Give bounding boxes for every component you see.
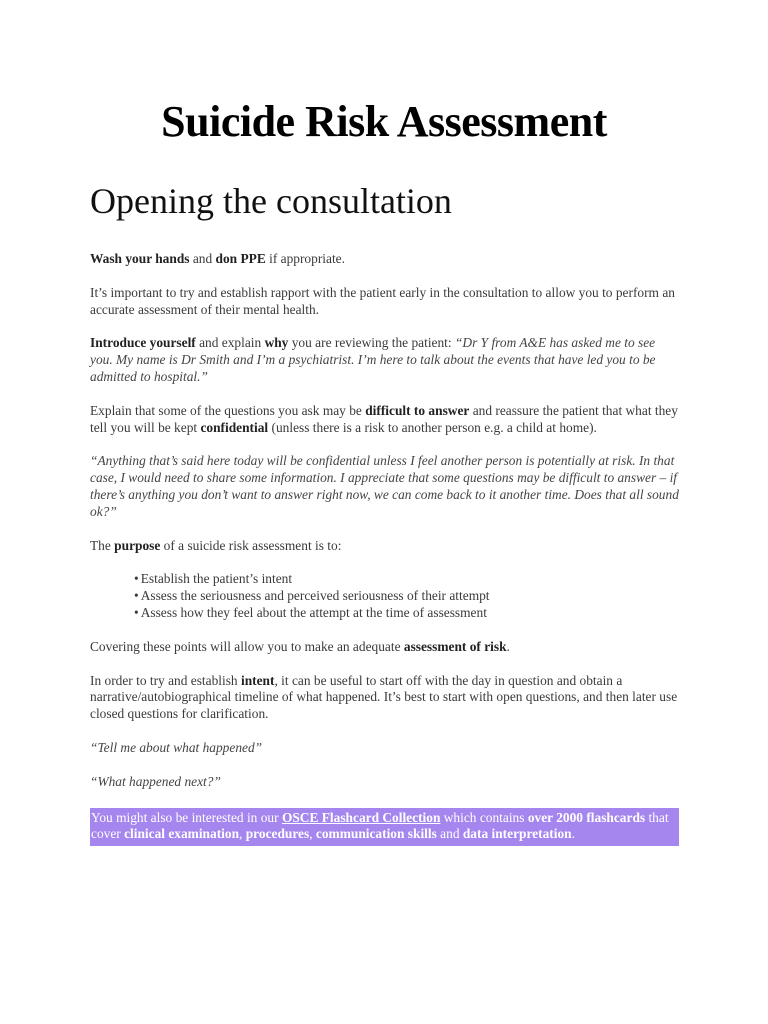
text: and reassure the patient that what they tell you will be kept: [90, 402, 678, 435]
text: , it can be useful to start off with the day in question and obtain a narrative/autobiographical timeline of what happened. It’s best to start with open questions, and then later use closed questions for clarification.: [90, 672, 678, 722]
text: if appropriate.: [265, 251, 345, 266]
quote-text: “Anything that’s said here today will be confidential unless I feel another person is potentially at risk. In that case, I would need to share some information. I appreciate that some questions may be difficult to answer – if there’s anything you don’t want to answer right now, we can come back to it another time. Does that all sound ok?”: [90, 453, 679, 519]
quote-text: “What happened next?”: [90, 773, 221, 789]
document-body: [90, 251, 680, 846]
paragraph-purpose: [90, 538, 680, 555]
quote-confidential: [90, 453, 680, 520]
bold-text: purpose: [114, 537, 161, 553]
paragraph-introduce: [90, 335, 680, 385]
paragraph-hand-hygiene: [90, 251, 680, 268]
text: and explain: [195, 335, 265, 351]
paragraph-assessment: [90, 639, 680, 656]
bold-text: clinical examination: [124, 826, 240, 842]
bold-text: Introduce yourself: [90, 335, 196, 351]
paragraph-rapport: It’s important to try and establish rapport with the patient early in the consultation to allow you to perform an accurate assessment of their mental health.: [90, 284, 675, 317]
bold-text: Wash your hands: [90, 251, 190, 266]
text: Explain that some of the questions you ask may be: [90, 402, 366, 418]
list-item: • Assess the seriousness and perceived seriousness of their attempt: [134, 588, 680, 605]
list-item: • Assess how they feel about the attempt at the time of assessment: [134, 605, 680, 622]
bold-text: procedures: [245, 826, 310, 842]
text: .: [506, 638, 510, 654]
text: Covering these points will allow you to make an adequate: [90, 638, 404, 654]
quote-tell-me: [90, 740, 680, 757]
osce-flashcard-link[interactable]: OSCE Flashcard Collection: [281, 809, 441, 825]
text: .: [571, 826, 575, 842]
flashcard-promo-banner: [90, 808, 679, 847]
text: In order to try and establish: [90, 672, 241, 688]
section-heading: Opening the consultation: [90, 181, 452, 221]
bold-text: communication skills: [315, 826, 437, 842]
text: and: [436, 826, 463, 842]
bold-text: assessment of risk: [403, 638, 507, 654]
text: which contains: [440, 809, 528, 825]
purpose-list: [90, 571, 680, 621]
list-item: • Establish the patient’s intent: [134, 571, 680, 588]
bold-text: difficult to answer: [365, 402, 470, 418]
text: you are reviewing the patient:: [288, 335, 455, 351]
quote-text: “Tell me about what happened”: [90, 739, 263, 755]
text: You might also be interested in our: [91, 809, 282, 825]
bold-text: don PPE: [215, 251, 266, 266]
text: that cover: [91, 809, 669, 842]
text: (unless there is a risk to another person e.g. a child at home).: [268, 419, 597, 435]
quote-text: “Dr Y from A&E has asked me to see you. My name is Dr Smith and I’m a psychiatrist. I’m here to talk about the events that have led you to be admitted to hospital.”: [90, 335, 656, 384]
bold-text: data interpretation: [462, 826, 572, 842]
text: The: [90, 537, 115, 553]
bold-text: over 2000 flashcards: [527, 809, 646, 825]
text: ,: [239, 826, 246, 842]
text: and: [189, 251, 216, 266]
bold-text: why: [264, 335, 289, 351]
paragraph-intent: [90, 673, 680, 723]
page-title: Suicide Risk Assessment: [161, 97, 607, 146]
text: ,: [309, 826, 316, 842]
text: of a suicide risk assessment is to:: [160, 537, 342, 553]
quote-what-next: [90, 774, 680, 791]
bold-text: confidential: [200, 419, 269, 435]
bold-text: intent: [240, 672, 275, 688]
paragraph-confidential: [90, 403, 680, 437]
